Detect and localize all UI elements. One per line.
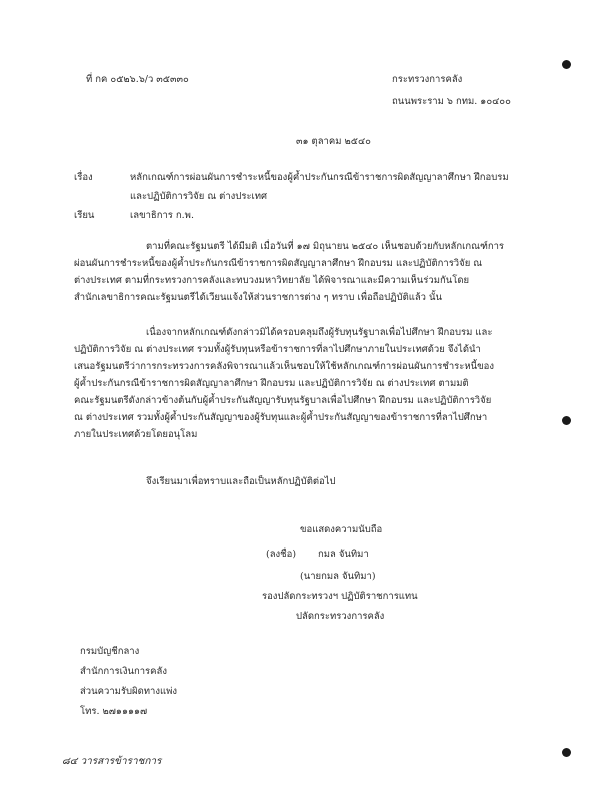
paragraph-line: เนื่องจากหลักเกณฑ์ดังกล่าวมิได้ครอบคลุมถึงผู้รับทุนรัฐบาลเพื่อไปศึกษา ฝึกอบรม และ — [146, 327, 493, 338]
paragraph-line: คณะรัฐมนตรีดังกล่าวข้างต้นกับผู้ค้ำประกันสัญญารับทุนรัฐบาลเพื่อไปศึกษา ฝึกอบรม และปฏิบัติการวิจัย — [74, 395, 492, 406]
body-paragraph-1 — [74, 238, 554, 306]
signer-position-2: ปลัดกระทรวงการคลัง — [296, 611, 385, 622]
issuing-office: กระทรวงการคลัง — [392, 74, 463, 85]
paragraph-line: ภายในประเทศด้วยโดยอนุโลม — [74, 429, 198, 440]
paragraph-line: เสนอรัฐมนตรีว่าการกระทรวงการคลังพิจารณาแล้วเห็นชอบให้ใช้หลักเกณฑ์การผ่อนผันการชำระหนี้ของ — [74, 361, 494, 372]
paragraph-line: ต่างประเทศ ตามที่กระทรวงการคลังและทบวงมหาวิทยาลัย ได้พิจารณาและมีความเห็นร่วมกันโดย — [74, 275, 470, 286]
phone-number: โทร. ๒๗๑๑๑๑๗ — [80, 706, 148, 717]
paragraph-line: ผ่อนผันการชำระหนี้ของผู้ค้ำประกันกรณีข้าราชการผิดสัญญาลาศึกษา ฝึกอบรม และปฏิบัติการวิจัย ณ — [74, 258, 483, 269]
body-paragraph-2 — [74, 324, 554, 443]
office-address: ถนนพระราม ๖ กทม. ๑๐๔๐๐ — [392, 96, 511, 107]
paragraph-line: ผู้ค้ำประกันกรณีข้าราชการผิดสัญญาลาศึกษา ฝึกอบรม และปฏิบัติการวิจัย ณ ต่างประเทศ ตามมติ — [74, 378, 469, 389]
subject-label: เรื่อง — [74, 172, 93, 183]
printed-name: (นายกมล จันทิมา) — [300, 571, 376, 582]
paragraph-line: สำนักเลขาธิการคณะรัฐมนตรีได้เวียนแจ้งให้ส่วนราชการต่าง ๆ ทราบ เพื่อถือปฏิบัติแล้ว นั้น — [74, 292, 443, 303]
letter-date: ๓๑ ตุลาคม ๒๕๔๐ — [296, 136, 371, 147]
page-footer: ๘๔ วารสารข้าราชการ — [62, 756, 162, 767]
paragraph-line: ตามที่คณะรัฐมนตรี ได้มีมติ เมื่อวันที่ ๑๗ มิถุนายน ๒๕๔๐ เห็นชอบด้วยกับหลักเกณฑ์การ — [146, 241, 505, 252]
signed-label: (ลงชื่อ) — [266, 549, 297, 560]
paragraph-line: ปฏิบัติการวิจัย ณ ต่างประเทศ รวมทั้งผู้รับทุนหรือข้าราชการที่ลาไปศึกษาภายในประเทศด้วย จึงได้นำ — [74, 344, 481, 355]
closing-sentence: จึงเรียนมาเพื่อทราบและถือเป็นหลักปฏิบัติต่อไป — [146, 476, 336, 487]
binder-hole-top — [562, 60, 571, 69]
section-name: ส่วนความรับผิดทางแพ่ง — [80, 686, 178, 697]
addressee-label: เรียน — [74, 210, 95, 221]
regards-text: ขอแสดงความนับถือ — [300, 524, 383, 535]
division-name: สำนักการเงินการคลัง — [80, 666, 167, 677]
department-name: กรมบัญชีกลาง — [80, 646, 140, 657]
subject-line-2: และปฏิบัติการวิจัย ณ ต่างประเทศ — [130, 191, 268, 202]
subject-line-1: หลักเกณฑ์การผ่อนผันการชำระหนี้ของผู้ค้ำประกันกรณีข้าราชการผิดสัญญาลาศึกษา ฝึกอบรม — [130, 172, 509, 183]
signer-position: รองปลัดกระทรวงฯ ปฏิบัติราชการแทน — [262, 591, 418, 602]
addressee-value: เลขาธิการ ก.พ. — [130, 210, 194, 221]
binder-hole-bottom — [562, 748, 571, 757]
binder-hole-middle — [562, 416, 571, 425]
paragraph-line: ณ ต่างประเทศ รวมทั้งผู้ค้ำประกันสัญญาของผู้รับทุนและผู้ค้ำประกันสัญญาของข้าราชการที่ลาไปศึกษา — [74, 412, 488, 423]
reference-number: ที่ กค ๐๕๒๖.๖/ว ๓๕๓๓๐ — [86, 74, 189, 85]
signed-name: กมล จันทิมา — [318, 549, 369, 560]
